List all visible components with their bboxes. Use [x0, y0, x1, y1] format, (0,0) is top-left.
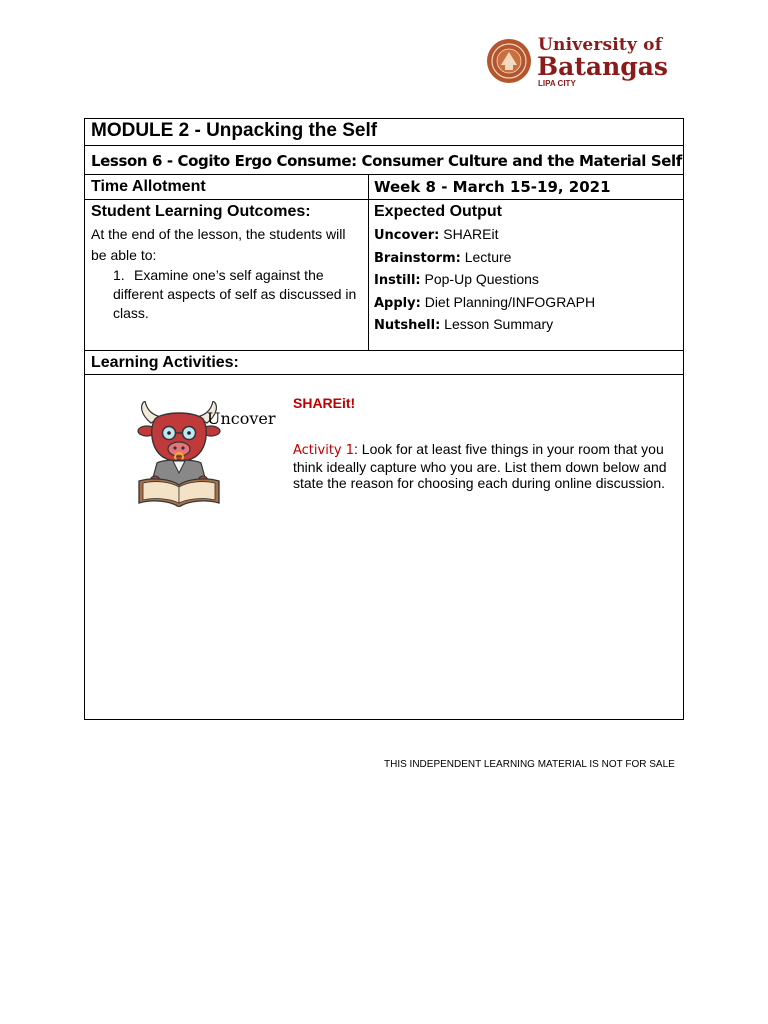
learning-activities-heading: Learning Activities: — [91, 354, 239, 371]
university-city: LIPA CITY — [538, 79, 576, 88]
module-name: Unpacking the Self — [206, 120, 378, 141]
expected-output-item: Nutshell: Lesson Summary — [374, 316, 554, 334]
time-allotment-row — [85, 175, 683, 200]
footer-notice: THIS INDEPENDENT LEARNING MATERIAL IS NOT FOR SALE — [384, 759, 675, 770]
uncover-label: Uncover — [207, 409, 276, 428]
outcome-item — [113, 266, 365, 323]
module-prefix: MODULE 2 - — [91, 120, 207, 141]
university-logo — [484, 34, 684, 90]
outcome-text: Examine one’s self against the different aspects of self as discussed in class. — [113, 267, 357, 321]
expected-output-heading: Expected Output — [374, 203, 503, 220]
expected-output-item: Apply: Diet Planning/INFOGRAPH — [374, 293, 596, 311]
column-divider — [368, 175, 369, 351]
activity-description: : Look for at least five things in your room that you think ideally capture who you are. List them down below and state the reason for choosing each during online discussion. — [293, 441, 667, 491]
activity-label: Activity 1 — [293, 443, 355, 458]
lesson-row — [85, 146, 683, 175]
activity-1-text — [293, 441, 678, 491]
module-row — [85, 119, 683, 146]
outcome-number: 1. — [113, 267, 125, 283]
expected-output-item: Instill: Pop-Up Questions — [374, 271, 539, 289]
university-name-line1: University of — [538, 35, 663, 55]
learning-activities-row — [85, 351, 683, 375]
outcomes-intro: At the end of the lesson, the students will be able to: — [91, 226, 346, 263]
lesson-title: Lesson 6 - Cogito Ergo Consume: Consumer Culture and the Material Self — [91, 152, 682, 170]
expected-output-item: Brainstorm: Lecture — [374, 248, 512, 266]
university-seal-icon — [486, 38, 532, 84]
module-table — [84, 118, 684, 720]
module-title — [91, 120, 377, 142]
university-name-line2: Batangas — [537, 52, 669, 81]
outcomes-heading: Student Learning Outcomes: — [91, 203, 311, 220]
expected-output-item: Uncover: SHAREit — [374, 226, 499, 243]
outcomes-row — [85, 200, 683, 351]
expected-output-list — [374, 224, 674, 337]
time-allotment-value: Week 8 - March 15-19, 2021 — [374, 178, 611, 196]
learning-activities-body — [85, 375, 683, 719]
shareit-title: SHAREit! — [293, 395, 356, 411]
time-allotment-label: Time Allotment — [91, 178, 206, 195]
